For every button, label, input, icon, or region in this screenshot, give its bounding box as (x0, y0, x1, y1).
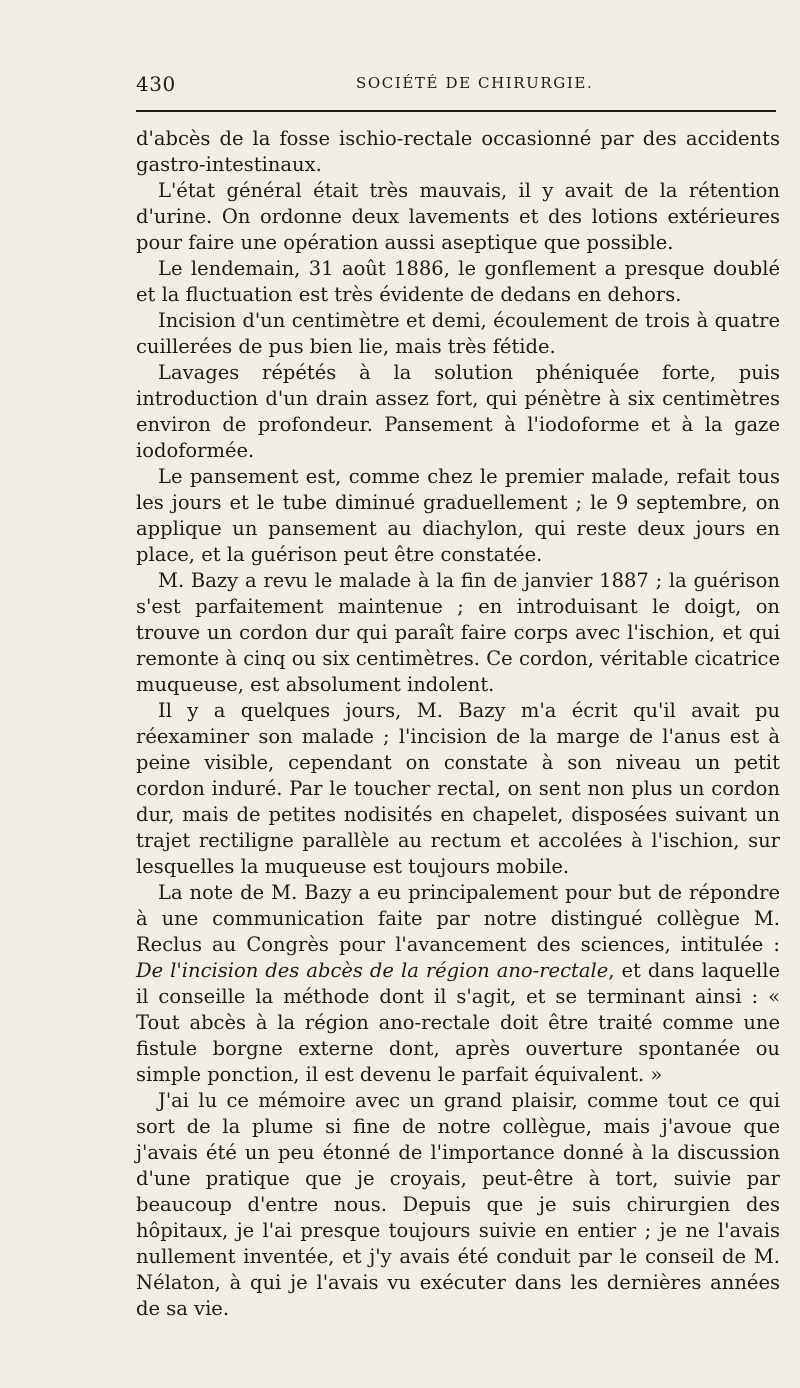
note-text-after: , et dans laquelle il conseille la méthode dont il s'agit, et se terminant ainsi : « Tout abcès à la région ano-rectale doit être traité comme une fistule borgne externe dont, après ouverture spontanée ou simple ponction, il est devenu le parfait équivalent. » (136, 959, 780, 1086)
paragraph: Le pansement est, comme chez le premier malade, refait tous les jours et le tube diminué graduellement ; le 9 septembre, on applique un pansement au diachylon, qui reste deux jours en place, et la guérison peut être constatée. (136, 465, 780, 566)
closing-paragraph: J'ai lu ce mémoire avec un grand plaisir, comme tout ce qui sort de la plume si fine de notre collègue, mais j'avoue que j'avais été un peu étonné de l'importance donné à la discussion d'une pratique que je croyais, peut-être à tort, suivie par beaucoup d'entre nous. Depuis que je suis chirurgien des hôpitaux, je l'ai presque toujours suivie en entier ; je ne l'avais nullement inventée, et j'y avais été conduit par le conseil de M. Nélaton, à qui je l'avais vu exécuter dans les dernières années de sa vie. (136, 1089, 780, 1320)
page-header (136, 72, 776, 102)
page-number: 430 (136, 72, 176, 96)
note-text-before: La note de M. Bazy a eu principalement pour but de répondre à une communication faite par notre distingué collègue M. Reclus au Congrès pour l'avancement des sciences, intitulée : (136, 881, 780, 956)
paragraph: Il y a quelques jours, M. Bazy m'a écrit qu'il avait pu réexaminer son malade ; l'incision de la marge de l'anus est à peine visible, cependant on constate à son niveau un petit cordon induré. Par le toucher rectal, on sent non plus un cordon dur, mais de petites nodisités en chapelet, disposées suivant un trajet rectiligne parallèle au rectum et accolées à l'ischion, sur lesquelles la muqueuse est toujours mobile. (136, 699, 780, 878)
paragraph: Incision d'un centimètre et demi, écoulement de trois à quatre cuillerées de pus bien lie, mais très fétide. (136, 309, 780, 358)
paragraph: Le lendemain, 31 août 1886, le gonflement a presque doublé et la fluctuation est très évidente de dedans en dehors. (136, 257, 780, 306)
running-title: SOCIÉTÉ DE CHIRURGIE. (356, 74, 594, 92)
paragraph: d'abcès de la fosse ischio-rectale occasionné par des accidents gastro-intestinaux. (136, 127, 780, 176)
cited-title: De l'incision des abcès de la région ano-rectale (136, 959, 609, 982)
body-text (136, 126, 780, 1322)
note-paragraph (136, 880, 780, 1088)
paragraph: L'état général était très mauvais, il y avait de la rétention d'urine. On ordonne deux lavements et des lotions extérieures pour faire une opération aussi aseptique que possible. (136, 179, 780, 254)
header-rule (136, 110, 776, 112)
paragraph: M. Bazy a revu le malade à la fin de janvier 1887 ; la guérison s'est parfaitement maintenue ; en introduisant le doigt, on trouve un cordon dur qui paraît faire corps avec l'ischion, et qui remonte à cinq ou six centimètres. Ce cordon, véritable cicatrice muqueuse, est absolument indolent. (136, 569, 780, 696)
paragraph: Lavages répétés à la solution phéniquée forte, puis introduction d'un drain assez fort, qui pénètre à six centimètres environ de profondeur. Pansement à l'iodoforme et à la gaze iodoformée. (136, 361, 780, 462)
